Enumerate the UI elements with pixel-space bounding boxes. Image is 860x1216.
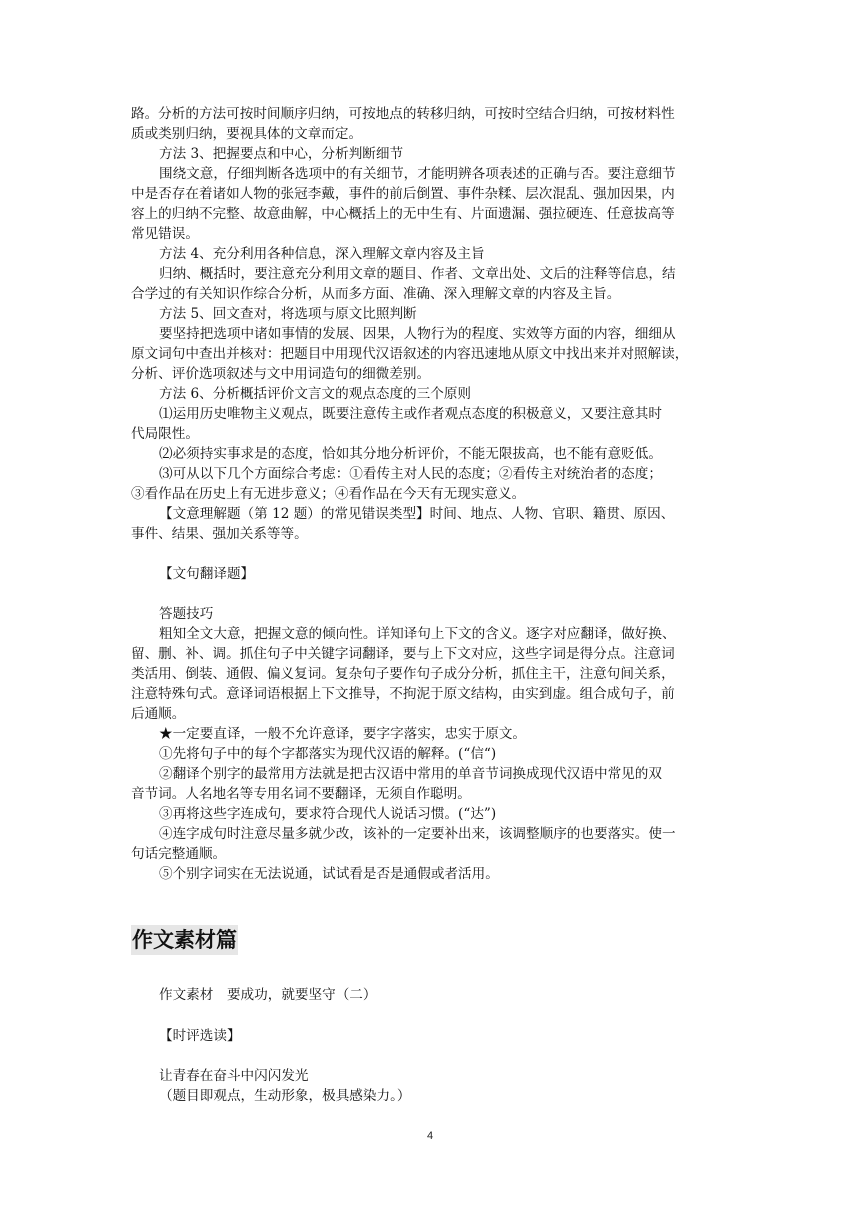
- text-line: ③再将这些字连成句，要求符合现代人说话习惯。(“达”): [159, 806, 497, 822]
- text-line: ★一定要直译，一般不允许意译，要字字落实，忠实于原文。: [159, 726, 527, 742]
- text-line: ④连字成句时注意尽量多就少改，该补的一定要补出来，该调整顺序的也要落实。使一: [159, 826, 676, 842]
- text-line: 常见错误。: [131, 226, 199, 242]
- method-heading: 方法 6、分析概括评价文言文的观点态度的三个原则: [159, 386, 472, 402]
- text-line: 后通顺。: [131, 706, 186, 722]
- text-line: 中是否存在着诸如人物的张冠李戴，事件的前后倒置、事件杂糅、层次混乱、强加因果，内: [131, 186, 675, 202]
- text-line: ⑴运用历史唯物主义观点，既要注意传主或作者观点态度的积极意义，又要注意其时: [159, 406, 662, 422]
- article-title: 让青春在奋斗中闪闪发光: [159, 1068, 309, 1084]
- text-line: 音节词。人名地名等专用名词不要翻译，无须自作聪明。: [131, 786, 471, 802]
- text-line: 【文意理解题（第 12 题）的常见错误类型】时间、地点、人物、官职、籍贯、原因、: [159, 506, 675, 522]
- text-line: （题目即观点，生动形象，极具感染力。）: [159, 1088, 411, 1104]
- text-line: 粗知全文大意，把握文意的倾向性。详知译句上下文的含义。逐字对应翻译，做好换、: [159, 626, 676, 642]
- text-line: 归纳、概括时，要注意充分利用文章的题目、作者、文章出处、文后的注释等信息，结: [159, 266, 676, 282]
- section-heading: 【时评选读】: [159, 1028, 241, 1044]
- section-heading: 【文句翻译题】: [159, 566, 255, 582]
- text-line: ⑵必须持实事求是的态度，恰如其分地分析评价，不能无限拔高，也不能有意贬低。: [159, 446, 662, 462]
- text-line: 质或类别归纳，要视具体的文章而定。: [131, 126, 363, 142]
- text-line: 容上的归纳不完整、故意曲解，中心概括上的无中生有、片面遗漏、强拉硬连、任意拔高等: [131, 206, 675, 222]
- text-line: ⑤个别字词实在无法说通，试试看是否是通假或者活用。: [159, 866, 499, 882]
- text-line: 要坚持把选项中诸如事情的发展、因果，人物行为的程度、实效等方面的内容，细细从: [159, 326, 676, 342]
- text-line: 注意特殊句式。意译词语根据上下文推导，不拘泥于原文结构，由实到虚。组合成句子，前: [131, 686, 675, 702]
- text-line: 句话完整通顺。: [131, 846, 227, 862]
- subheading: 答题技巧: [159, 606, 214, 622]
- text-line: 围绕文意，仔细判断各选项中的有关细节，才能明辨各项表述的正确与否。要注意细节: [159, 166, 676, 182]
- text-line: 类活用、倒装、通假、偏义复词。复杂句子要作句子成分分析，抓住主干，注意句间关系，: [131, 666, 675, 682]
- text-line: 路。分析的方法可按时间顺序归纳，可按地点的转移归纳，可按时空结合归纳，可按材料性: [131, 106, 675, 122]
- text-line: 合学过的有关知识作综合分析，从而多方面、准确、深入理解文章的内容及主旨。: [131, 286, 621, 302]
- text-line: ①先将句子中的每个字都落实为现代汉语的解释。(“信“): [159, 746, 497, 762]
- subheading: 作文素材 要成功，就要坚守（二）: [159, 987, 377, 1003]
- text-line: 分析、评价选项叙述与文中用词造句的细微差别。: [131, 366, 431, 382]
- text-line: 原文词句中查出并核对：把题目中用现代汉语叙述的内容迅速地从原文中找出来并对照解读，: [131, 346, 689, 362]
- text-line: 事件、结果、强加关系等等。: [131, 526, 308, 542]
- method-heading: 方法 5、回文查对，将选项与原文比照判断: [159, 306, 417, 322]
- text-line: ②翻译个别字的最常用方法就是把古汉语中常用的单音节词换成现代汉语中常见的双: [159, 766, 662, 782]
- chapter-heading: 作文素材篇: [131, 925, 238, 955]
- method-heading: 方法 3、把握要点和中心，分析判断细节: [159, 146, 404, 162]
- text-line: ③看作品在历史上有无进步意义；④看作品在今天有无现实意义。: [131, 486, 526, 502]
- page-number: 4: [426, 1130, 434, 1142]
- text-line: ⑶可从以下几个方面综合考虑：①看传主对人民的态度；②看传主对统治者的态度；: [159, 466, 662, 482]
- text-line: 代局限性。: [131, 426, 199, 442]
- text-line: 留、删、补、调。抓住句子中关键字词翻译，要与上下文对应，这些字词是得分点。注意词: [131, 646, 675, 662]
- method-heading: 方法 4、充分利用各种信息，深入理解文章内容及主旨: [159, 246, 485, 262]
